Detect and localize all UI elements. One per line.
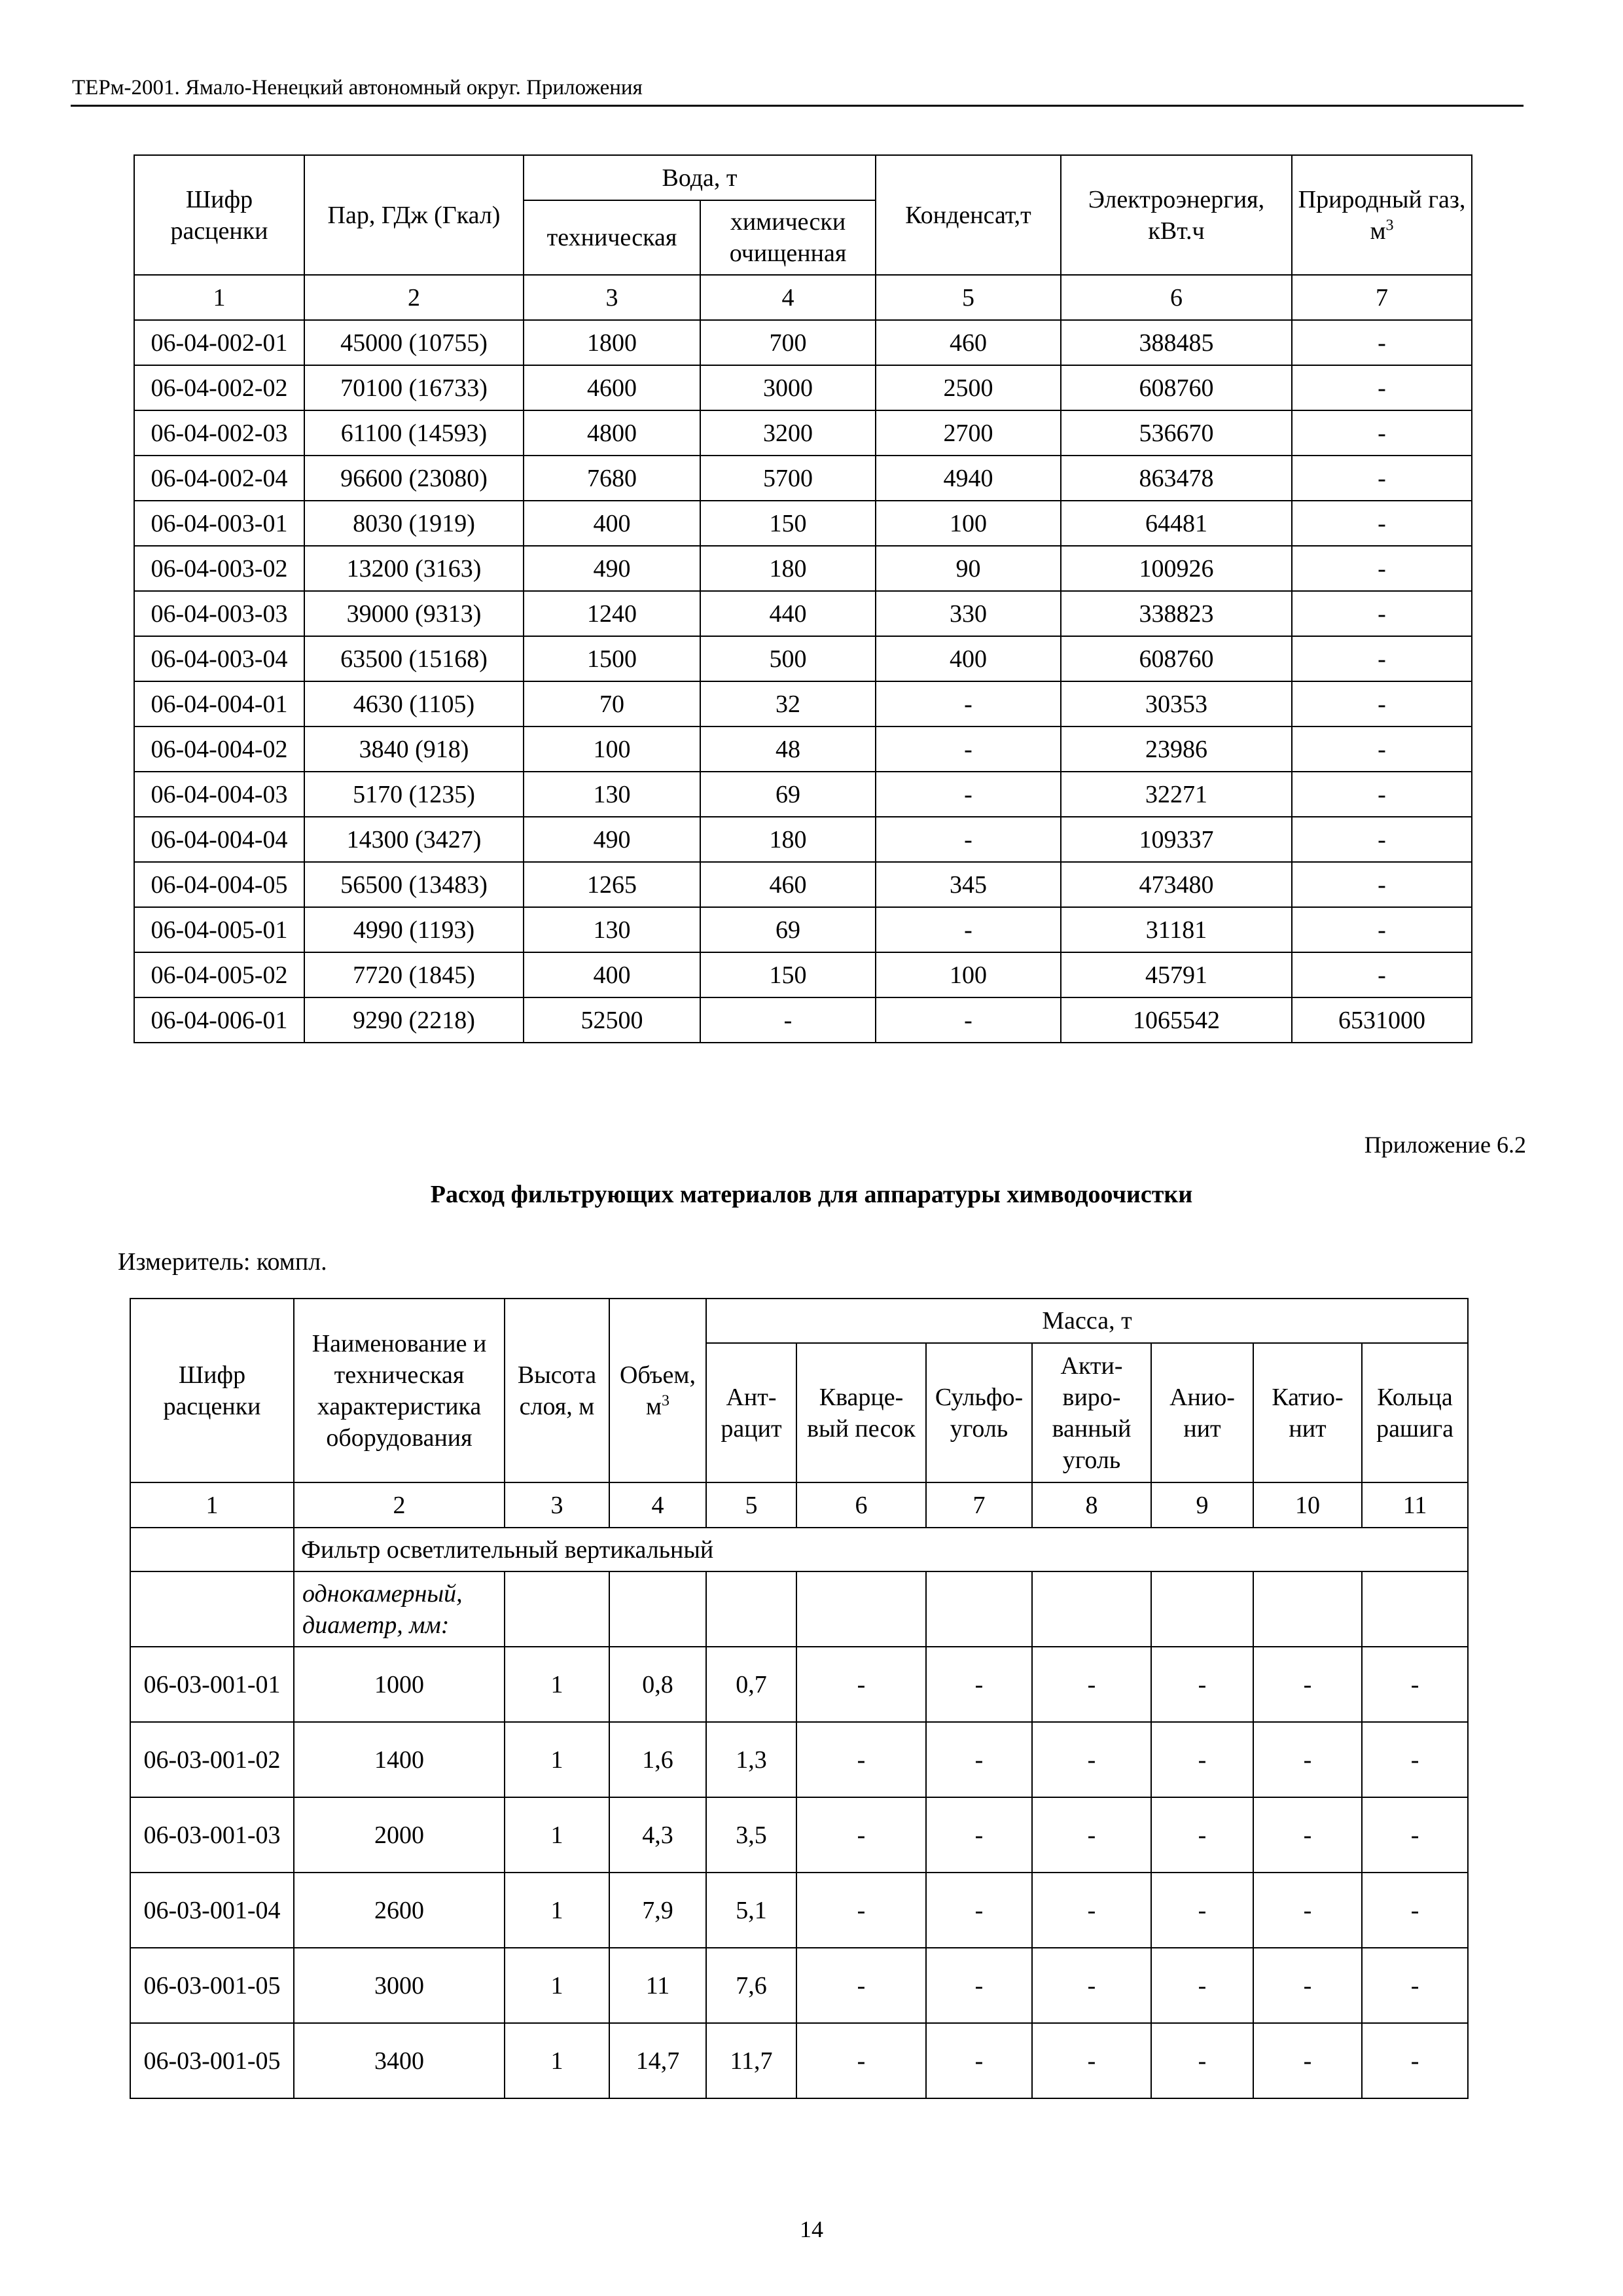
table-cell: 7720 (1845): [304, 952, 524, 997]
table-cell: 4600: [524, 365, 700, 410]
table-cell: 700: [700, 320, 876, 365]
table-cell: 1065542: [1061, 997, 1292, 1043]
column-number: 10: [1253, 1482, 1362, 1528]
row-code: 06-04-003-01: [134, 501, 304, 546]
table-row: [134, 726, 1472, 772]
row-code: 06-04-004-05: [134, 862, 304, 907]
table-cell: 14300 (3427): [304, 817, 524, 862]
table-cell: 460: [876, 320, 1061, 365]
table-cell: 61100 (14593): [304, 410, 524, 456]
table-cell: 100: [524, 726, 700, 772]
column-number: 5: [706, 1482, 796, 1528]
table-cell: -: [796, 1722, 926, 1797]
table-cell: 1: [505, 1722, 609, 1797]
row-code: 06-04-004-02: [134, 726, 304, 772]
row-code: 06-04-003-04: [134, 636, 304, 681]
header-code: Шифр расценки: [134, 155, 304, 275]
subsection-title: однокамерный, диаметр, мм:: [294, 1571, 505, 1647]
row-code: 06-03-001-02: [130, 1722, 294, 1797]
table-cell: 3400: [294, 2023, 505, 2098]
table-cell: -: [1362, 1722, 1468, 1797]
table-cell: 45791: [1061, 952, 1292, 997]
header-volume-sup: 3: [662, 1391, 670, 1409]
empty-cell: [706, 1571, 796, 1647]
table-cell: -: [1151, 1873, 1253, 1948]
table-row: [134, 862, 1472, 907]
table-cell: 100926: [1061, 546, 1292, 591]
table-row: [130, 1948, 1468, 2023]
table-cell: 3,5: [706, 1797, 796, 1873]
row-code: 06-04-003-03: [134, 591, 304, 636]
table-cell: -: [1292, 636, 1472, 681]
table-cell: 345: [876, 862, 1061, 907]
table-cell: 180: [700, 546, 876, 591]
header-electricity: Электроэнергия, кВт.ч: [1061, 155, 1292, 275]
table-cell: 3000: [294, 1948, 505, 2023]
table-cell: 490: [524, 546, 700, 591]
table-cell: -: [876, 997, 1061, 1043]
table-cell: -: [1151, 1647, 1253, 1722]
table-cell: -: [1362, 1647, 1468, 1722]
table-row: [134, 591, 1472, 636]
table-cell: 5700: [700, 456, 876, 501]
table-cell: 130: [524, 907, 700, 952]
row-code: 06-04-002-01: [134, 320, 304, 365]
table-cell: -: [1292, 726, 1472, 772]
table-row: [134, 546, 1472, 591]
table-cell: 11: [609, 1948, 706, 2023]
table-cell: 5,1: [706, 1873, 796, 1948]
table-cell: -: [1253, 1948, 1362, 2023]
table-cell: 100: [876, 952, 1061, 997]
table-cell: -: [926, 1873, 1032, 1948]
table-cell: 4630 (1105): [304, 681, 524, 726]
table-row: [130, 2023, 1468, 2098]
header-gas-text: Природный газ, м: [1298, 185, 1466, 245]
filter-materials-table: [130, 1298, 1469, 2099]
row-code: 06-03-001-05: [130, 1948, 294, 2023]
table-row: [134, 772, 1472, 817]
table1-body: [134, 320, 1472, 1043]
row-code: 06-04-006-01: [134, 997, 304, 1043]
table-cell: 45000 (10755): [304, 320, 524, 365]
column-number: 6: [1061, 275, 1292, 320]
table-cell: 150: [700, 501, 876, 546]
row-code: 06-04-002-04: [134, 456, 304, 501]
table-cell: -: [1292, 410, 1472, 456]
table-cell: 0,7: [706, 1647, 796, 1722]
table-cell: 32: [700, 681, 876, 726]
column-number: 4: [609, 1482, 706, 1528]
row-code: 06-03-001-04: [130, 1873, 294, 1948]
table-cell: 90: [876, 546, 1061, 591]
table-cell: 330: [876, 591, 1061, 636]
table-cell: -: [1292, 591, 1472, 636]
utilities-consumption-table: [134, 154, 1472, 1043]
table-row: [130, 1722, 1468, 1797]
empty-cell: [926, 1571, 1032, 1647]
header-activated: Акти-виро-ванный уголь: [1032, 1343, 1151, 1482]
table-cell: -: [1292, 862, 1472, 907]
table-cell: -: [1151, 1797, 1253, 1873]
table-cell: 13200 (3163): [304, 546, 524, 591]
table-row: [134, 952, 1472, 997]
column-number: 5: [876, 275, 1061, 320]
table2-title: Расход фильтрующих материалов для аппаратуры химводоочистки: [430, 1181, 1193, 1208]
table-cell: -: [1151, 2023, 1253, 2098]
table-cell: 4990 (1193): [304, 907, 524, 952]
column-number: 6: [796, 1482, 926, 1528]
table-cell: 7680: [524, 456, 700, 501]
row-code: 06-04-005-02: [134, 952, 304, 997]
table2-body: [130, 1647, 1468, 2098]
table-cell: -: [1292, 456, 1472, 501]
table-cell: -: [1253, 1722, 1362, 1797]
table-row: [134, 907, 1472, 952]
header-volume: [609, 1299, 706, 1482]
subsection-code-cell: [130, 1571, 294, 1647]
table-cell: 1: [505, 1797, 609, 1873]
table-cell: -: [926, 1948, 1032, 2023]
row-code: 06-03-001-05: [130, 2023, 294, 2098]
header-anthracite: Ант-рацит: [706, 1343, 796, 1482]
header-volume-text: Объем, м: [620, 1361, 696, 1420]
table-cell: 608760: [1061, 365, 1292, 410]
table-cell: -: [1032, 1647, 1151, 1722]
header-mass: Масса, т: [706, 1299, 1468, 1343]
table-cell: 30353: [1061, 681, 1292, 726]
table-row: [134, 456, 1472, 501]
page-number: 14: [800, 2216, 823, 2242]
appendix-label: Приложение 6.2: [1364, 1132, 1526, 1158]
table-cell: 1240: [524, 591, 700, 636]
table-row: [134, 817, 1472, 862]
table-cell: 1400: [294, 1722, 505, 1797]
table-row: [134, 997, 1472, 1043]
table-cell: 1: [505, 1948, 609, 2023]
table-cell: -: [1151, 1948, 1253, 2023]
subsection-row: [130, 1571, 1468, 1647]
header-steam: Пар, ГДж (Гкал): [304, 155, 524, 275]
table-cell: 31181: [1061, 907, 1292, 952]
table-cell: 96600 (23080): [304, 456, 524, 501]
table-cell: -: [700, 997, 876, 1043]
table-cell: 180: [700, 817, 876, 862]
table-row: [130, 1873, 1468, 1948]
table-cell: 14,7: [609, 2023, 706, 2098]
table-cell: -: [1292, 817, 1472, 862]
table-cell: -: [1362, 1797, 1468, 1873]
table-cell: -: [1032, 1722, 1151, 1797]
table-cell: -: [796, 1797, 926, 1873]
table-cell: 1,6: [609, 1722, 706, 1797]
empty-cell: [505, 1571, 609, 1647]
header-condensate: Конденсат,т: [876, 155, 1061, 275]
header-cationite: Катио-нит: [1253, 1343, 1362, 1482]
table-row: [134, 636, 1472, 681]
table-cell: 1500: [524, 636, 700, 681]
table-cell: -: [926, 2023, 1032, 2098]
row-code: 06-03-001-03: [130, 1797, 294, 1873]
header-gas-sup: 3: [1385, 216, 1394, 234]
table-cell: -: [1253, 2023, 1362, 2098]
table-cell: -: [796, 2023, 926, 2098]
table-row: [130, 1797, 1468, 1873]
table-cell: 52500: [524, 997, 700, 1043]
column-number: 11: [1362, 1482, 1468, 1528]
table-cell: 64481: [1061, 501, 1292, 546]
table-cell: 2600: [294, 1873, 505, 1948]
table-cell: 63500 (15168): [304, 636, 524, 681]
row-code: 06-04-005-01: [134, 907, 304, 952]
table-cell: -: [876, 681, 1061, 726]
table-cell: 7,9: [609, 1873, 706, 1948]
table-cell: -: [1032, 1873, 1151, 1948]
column-number: 1: [134, 275, 304, 320]
column-number-row: [130, 1482, 1468, 1528]
running-header: [71, 73, 1524, 107]
table-cell: 1: [505, 1873, 609, 1948]
empty-cell: [1032, 1571, 1151, 1647]
column-number: 1: [130, 1482, 294, 1528]
column-number: 3: [524, 275, 700, 320]
header-code: Шифр расценки: [130, 1299, 294, 1482]
running-header-text: ТЕРм-2001. Ямало-Ненецкий автономный округ. Приложения: [72, 76, 643, 99]
column-number: 7: [1292, 275, 1472, 320]
table-cell: 69: [700, 772, 876, 817]
table-row: [134, 410, 1472, 456]
table-cell: 3200: [700, 410, 876, 456]
table-row: [134, 681, 1472, 726]
empty-cell: [796, 1571, 926, 1647]
table-cell: 70100 (16733): [304, 365, 524, 410]
table-cell: -: [876, 772, 1061, 817]
table-cell: -: [1362, 1948, 1468, 2023]
header-quartz: Кварце-вый песок: [796, 1343, 926, 1482]
column-number-row: [134, 275, 1472, 320]
table-cell: 1: [505, 1647, 609, 1722]
table-cell: 8030 (1919): [304, 501, 524, 546]
table-row: [134, 365, 1472, 410]
table-cell: 2700: [876, 410, 1061, 456]
table-cell: 109337: [1061, 817, 1292, 862]
column-number: 2: [294, 1482, 505, 1528]
table-cell: 70: [524, 681, 700, 726]
row-code: 06-04-004-01: [134, 681, 304, 726]
header-water: Вода, т: [524, 155, 876, 200]
table-cell: -: [796, 1647, 926, 1722]
table-cell: 536670: [1061, 410, 1292, 456]
section-row: [130, 1528, 1468, 1571]
header-sulfocoal: Сульфо-уголь: [926, 1343, 1032, 1482]
table-cell: 48: [700, 726, 876, 772]
table-cell: -: [926, 1647, 1032, 1722]
table-cell: -: [1292, 546, 1472, 591]
table-row: [130, 1647, 1468, 1722]
empty-cell: [1151, 1571, 1253, 1647]
header-name: Наименование и техническая характеристика оборудования: [294, 1299, 505, 1482]
table-cell: 490: [524, 817, 700, 862]
table-cell: 440: [700, 591, 876, 636]
table-cell: 4800: [524, 410, 700, 456]
table-cell: 1800: [524, 320, 700, 365]
table-cell: -: [1253, 1873, 1362, 1948]
table-cell: 608760: [1061, 636, 1292, 681]
table-cell: 7,6: [706, 1948, 796, 2023]
table-row: [134, 501, 1472, 546]
table-cell: 338823: [1061, 591, 1292, 636]
table-cell: -: [1032, 1948, 1151, 2023]
table-cell: 39000 (9313): [304, 591, 524, 636]
table-cell: -: [1292, 501, 1472, 546]
table-cell: -: [1362, 1873, 1468, 1948]
table-row: [134, 320, 1472, 365]
table-cell: 473480: [1061, 862, 1292, 907]
header-water-tech: техническая: [524, 200, 700, 275]
table-cell: -: [1292, 952, 1472, 997]
row-code: 06-04-004-03: [134, 772, 304, 817]
table-cell: 100: [876, 501, 1061, 546]
table-cell: 130: [524, 772, 700, 817]
table-cell: -: [1292, 907, 1472, 952]
table-cell: -: [1253, 1797, 1362, 1873]
table-cell: -: [1151, 1722, 1253, 1797]
table-cell: 1000: [294, 1647, 505, 1722]
empty-cell: [1362, 1571, 1468, 1647]
table-cell: 69: [700, 907, 876, 952]
table-cell: 9290 (2218): [304, 997, 524, 1043]
row-code: 06-04-004-04: [134, 817, 304, 862]
table-cell: -: [796, 1873, 926, 1948]
table-cell: 4940: [876, 456, 1061, 501]
row-code: 06-04-002-03: [134, 410, 304, 456]
table-cell: -: [1032, 2023, 1151, 2098]
column-number: 7: [926, 1482, 1032, 1528]
header-anionite: Анио-нит: [1151, 1343, 1253, 1482]
table-cell: 150: [700, 952, 876, 997]
table-cell: 4,3: [609, 1797, 706, 1873]
table-cell: -: [876, 817, 1061, 862]
table-cell: 32271: [1061, 772, 1292, 817]
section-code-cell: [130, 1528, 294, 1571]
column-number: 4: [700, 275, 876, 320]
table-cell: 863478: [1061, 456, 1292, 501]
table-cell: -: [926, 1797, 1032, 1873]
table-cell: 3000: [700, 365, 876, 410]
table-cell: -: [1253, 1647, 1362, 1722]
table-cell: -: [876, 726, 1061, 772]
table-cell: -: [1292, 365, 1472, 410]
table-cell: -: [1362, 2023, 1468, 2098]
table-cell: 5170 (1235): [304, 772, 524, 817]
table-cell: 400: [524, 952, 700, 997]
table-cell: -: [926, 1722, 1032, 1797]
row-code: 06-04-002-02: [134, 365, 304, 410]
table-cell: -: [1032, 1797, 1151, 1873]
table-cell: 0,8: [609, 1647, 706, 1722]
table-cell: -: [796, 1948, 926, 2023]
empty-cell: [1253, 1571, 1362, 1647]
table-cell: 1265: [524, 862, 700, 907]
table-cell: 400: [876, 636, 1061, 681]
column-number: 9: [1151, 1482, 1253, 1528]
table-cell: -: [876, 907, 1061, 952]
table-cell: 1: [505, 2023, 609, 2098]
table-cell: -: [1292, 772, 1472, 817]
header-rule: [71, 105, 1524, 107]
measure-unit: Измеритель: компл.: [118, 1248, 327, 1276]
table-cell: 460: [700, 862, 876, 907]
section-title: Фильтр осветлительный вертикальный: [294, 1528, 1468, 1571]
column-number: 2: [304, 275, 524, 320]
table-cell: 2000: [294, 1797, 505, 1873]
table-cell: 1,3: [706, 1722, 796, 1797]
empty-cell: [609, 1571, 706, 1647]
table-cell: 500: [700, 636, 876, 681]
table-cell: 6531000: [1292, 997, 1472, 1043]
header-water-chem: химически очищенная: [700, 200, 876, 275]
table-cell: 3840 (918): [304, 726, 524, 772]
row-code: 06-04-003-02: [134, 546, 304, 591]
table-cell: 11,7: [706, 2023, 796, 2098]
table-cell: -: [1292, 320, 1472, 365]
table-cell: 23986: [1061, 726, 1292, 772]
header-height: Высота слоя, м: [505, 1299, 609, 1482]
table-cell: 56500 (13483): [304, 862, 524, 907]
table-cell: 388485: [1061, 320, 1292, 365]
row-code: 06-03-001-01: [130, 1647, 294, 1722]
column-number: 3: [505, 1482, 609, 1528]
table-cell: -: [1292, 681, 1472, 726]
header-gas: [1292, 155, 1472, 275]
table-cell: 2500: [876, 365, 1061, 410]
column-number: 8: [1032, 1482, 1151, 1528]
table-cell: 400: [524, 501, 700, 546]
header-raschig: Кольца рашига: [1362, 1343, 1468, 1482]
